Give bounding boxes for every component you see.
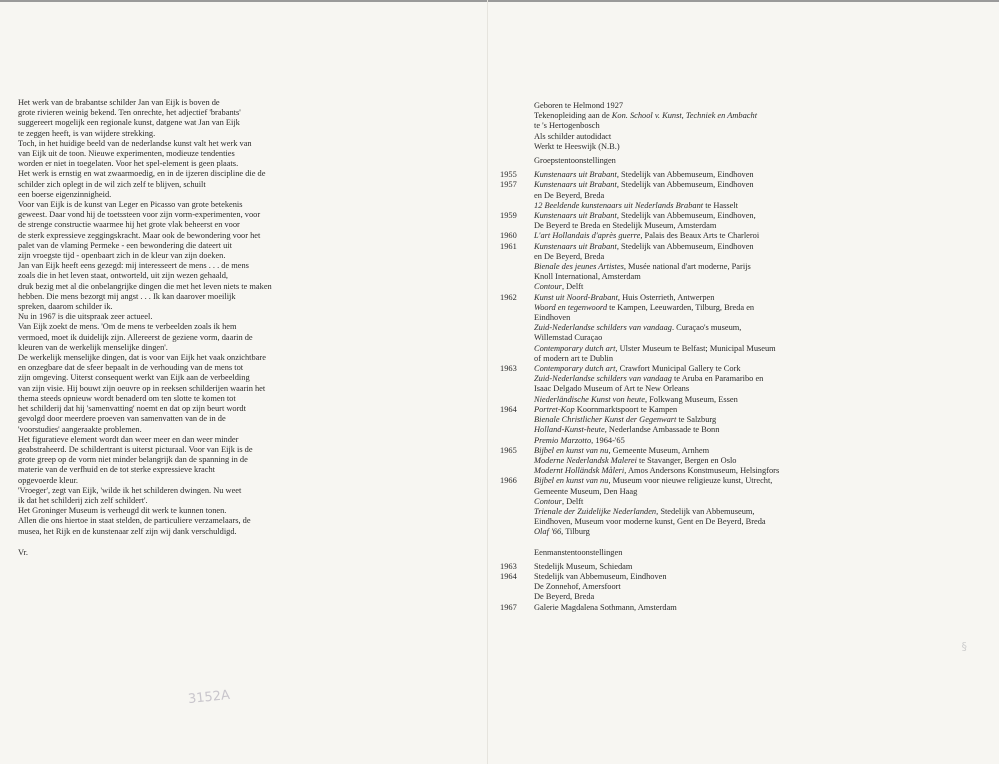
exhibition-lines [534, 170, 840, 180]
group-exhibitions-list [500, 170, 840, 537]
exhibition-venue: , Delft [561, 282, 584, 292]
exhibition-year: 1962 [500, 292, 517, 302]
exhibition-title: Kunstenaars uit Brabant [534, 241, 617, 251]
essay-line: schilder zich oplegt in de wil zich zelf te blijven, schuilt [18, 179, 206, 189]
essay-line: musea, het Rijk en de kunstenaar zelf zijn wij dank verschuldigd. [18, 526, 237, 536]
exhibition-lines [534, 572, 840, 603]
exhibition-lines [534, 603, 840, 613]
essay-line: gevolgd door meerdere proeven van samenvatten van de in de [18, 414, 226, 424]
exhibition-line [534, 517, 840, 527]
essay-line: Jan van Eijk heeft eens gezegd: mij interesseert de mens . . . de mens [18, 261, 249, 271]
exhibition-entry [500, 170, 840, 180]
exhibition-title: Contemporary dutch art [534, 343, 616, 353]
self-taught-line: Als schilder autodidact [534, 131, 612, 141]
essay-line: De werkelijk menselijke dingen, dat is voor van Eijk het vaak onzichtbare [18, 353, 266, 363]
exhibition-venue: , Musée national d'art moderne, Parijs [623, 262, 751, 272]
exhibition-line [534, 364, 840, 374]
exhibition-year: 1963 [500, 561, 517, 571]
exhibition-entry [500, 293, 840, 364]
essay-line: zoals die in het leven staat, ontworteld, uit zijn wezen gehaald, [18, 271, 229, 281]
essay-line: de sterk expressieve zeggingskracht. Maar ook de bewondering voor het [18, 230, 261, 240]
exhibition-line [534, 415, 840, 425]
essay-line: zijn omgeving. Uiterst consequent werkt van Eijk aan de verbeelding [18, 373, 250, 383]
exhibition-venue: , Huis Osterrieth, Antwerpen [617, 292, 715, 302]
training-school: Kon. School v. Kunst, Techniek en Ambacht [611, 111, 758, 121]
exhibition-venue: Stedelijk van Abbemuseum, Eindhoven [534, 571, 667, 581]
exhibition-line [534, 446, 840, 456]
exhibition-venue: , Stedelijk van Abbemuseum, Eindhoven [616, 241, 754, 251]
essay-line: materie van de verfhuid en de tot sterke expressieve kracht [18, 465, 215, 475]
essay-line: geweest. Daar vond hij de toetssteen voor zijn vorm-experimenten, voor [18, 210, 261, 220]
exhibition-venue: , Stedelijk van Abbemuseum, Eindhoven [616, 170, 754, 180]
exhibition-line [534, 405, 840, 415]
exhibition-lines [534, 476, 840, 537]
exhibition-venue: De Beyerd te Breda en Stedelijk Museum, Amsterdam [534, 221, 717, 231]
essay-line: 'voorstudies' aangeraakte problemen. [18, 424, 142, 434]
exhibition-lines [534, 405, 840, 446]
exhibition-line [534, 476, 840, 486]
exhibition-line [534, 487, 840, 497]
essay-column [18, 98, 318, 558]
exhibition-venue: , Palais des Beaux Arts te Charleroi [640, 231, 760, 241]
exhibition-title: Premio Marzotto [534, 435, 592, 445]
exhibition-venue: , Stedelijk van Abbemuseum, Eindhoven [616, 180, 754, 190]
exhibition-title: Modernt Holländsk Måleri [534, 466, 625, 476]
exhibition-entry [500, 231, 840, 241]
essay-line: van Eijk uit de toon. Nieuwe experimenten, modieuze tendenties [18, 149, 235, 159]
essay-line: te zeggen heeft, is van wijdere strekking. [18, 128, 156, 138]
exhibition-entry [500, 405, 840, 446]
exhibition-venue: te Stavanger, Bergen en Oslo [636, 455, 737, 465]
exhibition-entry [500, 242, 840, 293]
group-exhibitions-heading: Groepstentoonstellingen [534, 156, 616, 166]
exhibition-line [534, 333, 840, 343]
exhibition-title: Bienale des jeunes Artistes [534, 262, 624, 272]
exhibition-venue: , 1964-'65 [591, 435, 625, 445]
exhibition-line [534, 425, 840, 435]
essay-line: hebben. Die mens bezorgt mij angst . . . Ik kan daarover moeilijk [18, 291, 236, 301]
essay-line: 'Vroeger', zegt van Eijk, 'wilde ik het schilderen dwingen. Nu weet [18, 485, 242, 495]
exhibition-venue: Gemeente Museum, Den Haag [534, 486, 638, 496]
exhibition-venue: te Salzburg [676, 415, 717, 425]
exhibition-line [534, 456, 840, 466]
exhibition-title: Portret-Kop [534, 404, 575, 414]
biography-column [500, 101, 840, 613]
exhibition-venue: Knoll International, Amsterdam [534, 272, 641, 282]
exhibition-title: Kunst uit Noord-Brabant [534, 292, 618, 302]
essay-line: de strenge constructie waarmee hij het grote vlak beheerst en voor [18, 220, 240, 230]
exhibition-line [534, 170, 840, 180]
essay-line: Het werk is ernstig en wat zwaarmoedig, en in de ijzeren discipline die de [18, 169, 266, 179]
exhibition-title: Bijbel en kunst van nu [534, 445, 609, 455]
exhibition-line [534, 527, 840, 537]
essay-line: Het werk van de brabantse schilder Jan van Eijk is boven de [18, 98, 220, 107]
essay-line: een boerse eigenzinnigheid. [18, 189, 112, 199]
exhibition-title: Contour [534, 496, 562, 506]
exhibition-line [534, 242, 840, 252]
essay-line: suggereert mogelijk een regionale kunst, datgene wat Jan van Eijk [18, 118, 240, 128]
exhibition-line [534, 384, 840, 394]
exhibition-line [534, 211, 840, 221]
exhibition-line [534, 313, 840, 323]
exhibition-line [534, 180, 840, 190]
exhibition-year: 1966 [500, 476, 517, 486]
pencil-inventory-note: 3152A [187, 687, 231, 708]
exhibition-lines [534, 364, 840, 405]
exhibition-line [534, 272, 840, 282]
exhibition-title: Bienale Christlicher Kunst der Gegenwart [534, 415, 677, 425]
exhibition-title: 12 Beeldende kunstenaars uit Nederlands Brabant [534, 200, 704, 210]
exhibition-venue: te Aruba en Paramaribo en [671, 374, 764, 384]
essay-line: Voor van Eijk is de kunst van Leger en Picasso van grote betekenis [18, 200, 243, 210]
exhibition-lines [534, 293, 840, 364]
biography-block [500, 101, 840, 152]
solo-exhibition-entry [500, 562, 840, 572]
essay-line: druk bezig met al die onbelangrijke dingen die met het leven niets te maken [18, 281, 272, 291]
exhibition-year: 1967 [500, 602, 517, 612]
essay-line: grote rivieren weinig bekend. Ten onrechte, het adjectief 'brabants' [18, 108, 241, 118]
exhibition-venue: , Ulster Museum te Belfast; Municipal Museum [615, 343, 776, 353]
exhibition-title: Zuid-Nederlandse schilders van vandaag [534, 323, 672, 333]
essay-line: Toch, in het huidige beeld van de nederlandse kunst valt het werk van [18, 138, 252, 148]
exhibition-line [534, 252, 840, 262]
essay-line: kleuren van de werkelijk menselijke dingen'. [18, 342, 168, 352]
exhibition-venue: De Zonnehof, Amersfoort [534, 582, 621, 592]
exhibition-venue: , Tilburg [561, 527, 590, 537]
exhibition-venue: , Delft [561, 496, 584, 506]
essay-line: worden er niet in toegelaten. Voor het spel-element is geen plaats. [18, 159, 239, 169]
exhibition-line [534, 221, 840, 231]
exhibition-year: 1961 [500, 241, 517, 251]
page-top-edge [0, 0, 999, 2]
exhibition-title: Woord en tegenwoord [534, 302, 608, 312]
exhibition-year: 1965 [500, 445, 517, 455]
exhibition-year: 1964 [500, 571, 517, 581]
exhibition-lines [534, 446, 840, 477]
exhibition-year: 1960 [500, 231, 517, 241]
exhibition-venue: Stedelijk Museum, Schiedam [534, 561, 633, 571]
exhibition-entry [500, 211, 840, 231]
exhibition-line [534, 323, 840, 333]
solo-exhibition-entry [500, 572, 840, 603]
exhibition-title: L'art Hollandais d'après guerre [534, 231, 641, 241]
margin-pencil-mark: § [961, 640, 967, 653]
exhibition-venue: Eindhoven, Museum voor moderne kunst, Gent en De Beyerd, Breda [534, 517, 766, 527]
section-gap [500, 538, 840, 544]
exhibition-venue: of modern art te Dublin [534, 353, 614, 363]
exhibition-venue: De Beyerd, Breda [534, 592, 595, 602]
exhibition-line [534, 231, 840, 241]
exhibition-line [534, 262, 840, 272]
exhibition-venue: Isaac Delgado Museum of Art te New Orleans [534, 384, 690, 394]
exhibition-venue: Eindhoven [534, 313, 571, 323]
exhibition-venue: Koornmarktspoort te Kampen [574, 404, 678, 414]
solo-exhibitions-list [500, 562, 840, 613]
exhibition-lines [534, 562, 840, 572]
exhibition-year: 1957 [500, 180, 517, 190]
solo-exhibition-entry [500, 603, 840, 613]
essay-line: vermoed, moet ik duidelijk zijn. Allereerst de geziene vorm, daarin de [18, 332, 253, 342]
exhibition-title: Bijbel en kunst van nu [534, 476, 609, 486]
exhibition-entry [500, 364, 840, 405]
exhibition-venue: te Kampen, Leeuwarden, Tilburg, Breda en [607, 302, 755, 312]
exhibition-line [534, 497, 840, 507]
exhibition-line [534, 191, 840, 201]
exhibition-lines [534, 180, 840, 211]
exhibition-line [534, 436, 840, 446]
exhibition-year: 1955 [500, 170, 517, 180]
essay-text [18, 98, 318, 537]
works-line: Werkt te Heeswijk (N.B.) [534, 141, 620, 151]
exhibition-title: Kunstenaars uit Brabant [534, 211, 617, 221]
training-line [534, 111, 840, 121]
essay-line: geabstraheerd. De schildertrant is uiterst picturaal. Voor van Eijk is de [18, 444, 253, 454]
exhibition-entry [500, 180, 840, 211]
exhibition-venue: te Hasselt [703, 200, 738, 210]
exhibition-year: 1959 [500, 211, 517, 221]
exhibition-venue: Galerie Magdalena Sothmann, Amsterdam [534, 602, 677, 612]
essay-line: en onzegbare dat de sfeer bepaalt in de verhouding van de mens tot [18, 363, 244, 373]
exhibition-title: Contemporary dutch art [534, 364, 616, 374]
essay-line: spreken, daarom schilder ik. [18, 302, 113, 312]
exhibition-venue: , Stedelijk van Abbemuseum, [656, 506, 755, 516]
exhibition-title: Holland-Kunst-heute [534, 425, 605, 435]
exhibition-line [534, 395, 840, 405]
exhibition-year: 1964 [500, 404, 517, 414]
exhibition-line [534, 344, 840, 354]
exhibition-title: Kunstenaars uit Brabant [534, 170, 617, 180]
exhibition-lines [534, 211, 840, 231]
exhibition-line [534, 303, 840, 313]
essay-line: Nu in 1967 is die uitspraak zeer actueel. [18, 312, 153, 322]
essay-line: grote greep op de vorm niet minder belangrijk dan de spanning in de [18, 455, 248, 465]
exhibition-venue: , Folkwang Museum, Essen [644, 394, 738, 404]
essay-line: ik dat het schilderij zich zelf schildert'. [18, 495, 148, 505]
exhibition-venue: Willemstad Curaçao [534, 333, 603, 343]
essay-line: Allen die ons hiertoe in staat stelden, de particuliere verzamelaars, de [18, 516, 251, 526]
exhibition-venue: , Crawfort Municipal Gallery te Cork [615, 364, 741, 374]
solo-exhibitions-heading: Eenmanstentoonstellingen [534, 547, 623, 557]
born-line: Geboren te Helmond 1927 [534, 101, 624, 110]
exhibition-line [534, 374, 840, 384]
essay-line: van zijn visie. Hij bouwt zijn oeuvre op in reeksen schilderijen waarin het [18, 383, 266, 393]
exhibition-lines [534, 231, 840, 241]
essay-line: thema steeds opnieuw wordt benaderd om ten slotte te komen tot [18, 393, 236, 403]
exhibition-title: Trienale der Zuidelijke Nederlanden [534, 506, 657, 516]
training-city-line: te 's Hertogenbosch [534, 121, 600, 131]
signature: Vr. [18, 547, 28, 557]
exhibition-line [534, 282, 840, 292]
exhibition-venue: , Nederlandse Ambassade te Bonn [604, 425, 720, 435]
exhibition-line [534, 201, 840, 211]
essay-line: Van Eijk zoekt de mens. 'Om de mens te verbeelden zoals ik hem [18, 322, 237, 332]
exhibition-lines [534, 242, 840, 293]
exhibition-venue: . Curaçao's museum, [671, 323, 742, 333]
essay-line: Het figuratieve element wordt dan weer meer en dan weer minder [18, 434, 239, 444]
essay-line: Het Groninger Museum is verheugd dit werk te kunnen tonen. [18, 506, 227, 516]
essay-line: zijn vroegste tijd - openbaart zich in de kleur van zijn doeken. [18, 251, 226, 261]
exhibition-title: Zuid-Nederlandse schilders van vandaag [534, 374, 672, 384]
exhibition-venue: , Amos Andersons Konstmuseum, Helsingfors [624, 466, 780, 476]
exhibition-title: Olaf '66 [534, 527, 562, 537]
page-fold [487, 0, 488, 764]
exhibition-line [534, 507, 840, 517]
exhibition-title: Kunstenaars uit Brabant [534, 180, 617, 190]
exhibition-venue: en De Beyerd, Breda [534, 190, 605, 200]
exhibition-venue: , Museum voor nieuwe religieuze kunst, Utrecht, [608, 476, 773, 486]
essay-line: palet van de vlaming Permeke - een bewondering die dateert uit [18, 240, 232, 250]
exhibition-entry [500, 446, 840, 477]
exhibition-year: 1963 [500, 364, 517, 374]
exhibition-venue: en De Beyerd, Breda [534, 251, 605, 261]
exhibition-line [534, 293, 840, 303]
essay-line: opgevoerde kleur. [18, 475, 78, 485]
exhibition-line [534, 466, 840, 476]
exhibition-venue: , Stedelijk van Abbemuseum, Eindhoven, [616, 211, 756, 221]
exhibition-title: Moderne Nederlandsk Malerei [534, 455, 637, 465]
exhibition-title: Contour [534, 282, 562, 292]
essay-line: het schilderij dat hij 'samenvatting' noemt en dat op zijn beurt wordt [18, 404, 246, 414]
training-prefix: Tekenopleiding aan de [534, 111, 612, 121]
exhibition-title: Niederländische Kunst von heute [534, 394, 645, 404]
exhibition-venue: , Gemeente Museum, Arnhem [608, 445, 710, 455]
exhibition-line [534, 354, 840, 364]
exhibition-entry [500, 476, 840, 537]
